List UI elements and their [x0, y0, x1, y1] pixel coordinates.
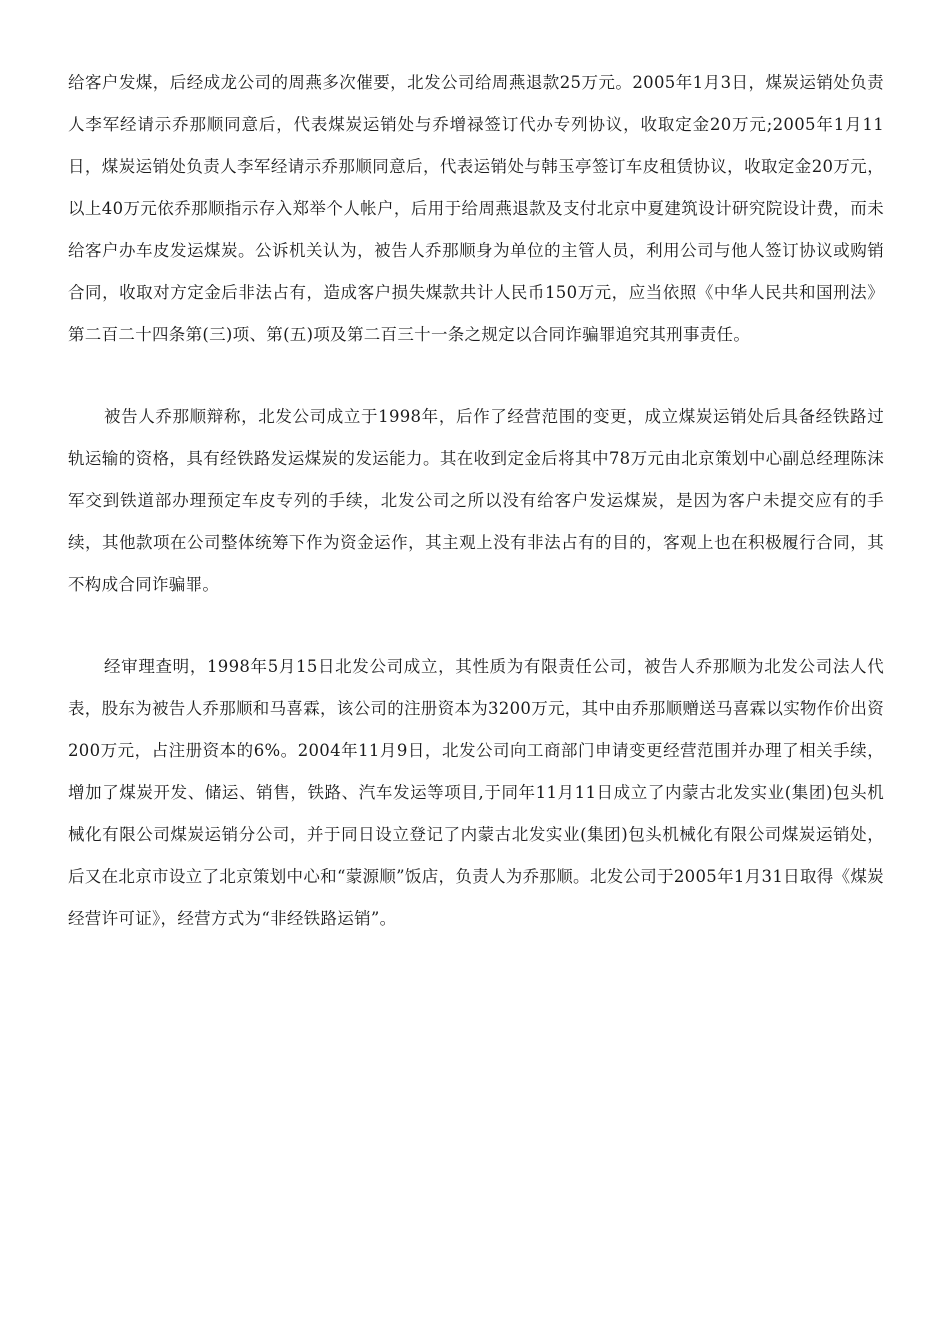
- paragraph-spacer: [68, 356, 884, 396]
- document-page: [68, 62, 884, 940]
- paragraph-court-findings: 经审理查明，1998年5月15日北发公司成立，其性质为有限责任公司，被告人乔那顺为北发公司法人代表，股东为被告人乔那顺和马喜霖，该公司的注册资本为3200万元，其中由乔那顺赠送马喜霖以实物作价出资200万元，占注册资本的6%。2004年11月9日，北发公司向工商部门申请变更经营范围并办理了相关手续，增加了煤炭开发、储运、销售，铁路、汽车发运等项目,于同年11月11日成立了内蒙古北发实业(集团)包头机械化有限公司煤炭运销分公司，并于同日设立登记了内蒙古北发实业(集团)包头机械化有限公司煤炭运销处，后又在北京市设立了北京策划中心和“蒙源顺”饭店，负责人为乔那顺。北发公司于2005年1月31日取得《煤炭经营许可证》，经营方式为“非经铁路运销”。: [68, 657, 884, 928]
- paragraph-defense-statement: 被告人乔那顺辩称，北发公司成立于1998年，后作了经营范围的变更，成立煤炭运销处后具备经铁路过轨运输的资格，具有经铁路发运煤炭的发运能力。其在收到定金后将其中78万元由北京策划中心副总经理陈沫军交到铁道部办理预定车皮专列的手续，北发公司之所以没有给客户发运煤炭，是因为客户未提交应有的手续，其他款项在公司整体统筹下作为资金运作，其主观上没有非法占有的目的，客观上也在积极履行合同，其不构成合同诈骗罪。: [68, 407, 884, 594]
- paragraph-spacer: [68, 606, 884, 646]
- paragraph-case-facts: 给客户发煤，后经成龙公司的周燕多次催要，北发公司给周燕退款25万元。2005年1月3日，煤炭运销处负责人李军经请示乔那顺同意后，代表煤炭运销处与乔增禄签订代办专列协议，收取定金20万元;2005年1月11日，煤炭运销处负责人李军经请示乔那顺同意后，代表运销处与韩玉亭签订车皮租赁协议，收取定金20万元，以上40万元依乔那顺指示存入郑举个人帐户，后用于给周燕退款及支付北京中夏建筑设计研究院设计费，而未给客户办车皮发运煤炭。公诉机关认为，被告人乔那顺身为单位的主管人员，利用公司与他人签订协议或购销合同，收取对方定金后非法占有，造成客户损失煤款共计人民币150万元，应当依照《中华人民共和国刑法》第二百二十四条第(三)项、第(五)项及第二百三十一条之规定以合同诈骗罪追究其刑事责任。: [68, 73, 884, 344]
